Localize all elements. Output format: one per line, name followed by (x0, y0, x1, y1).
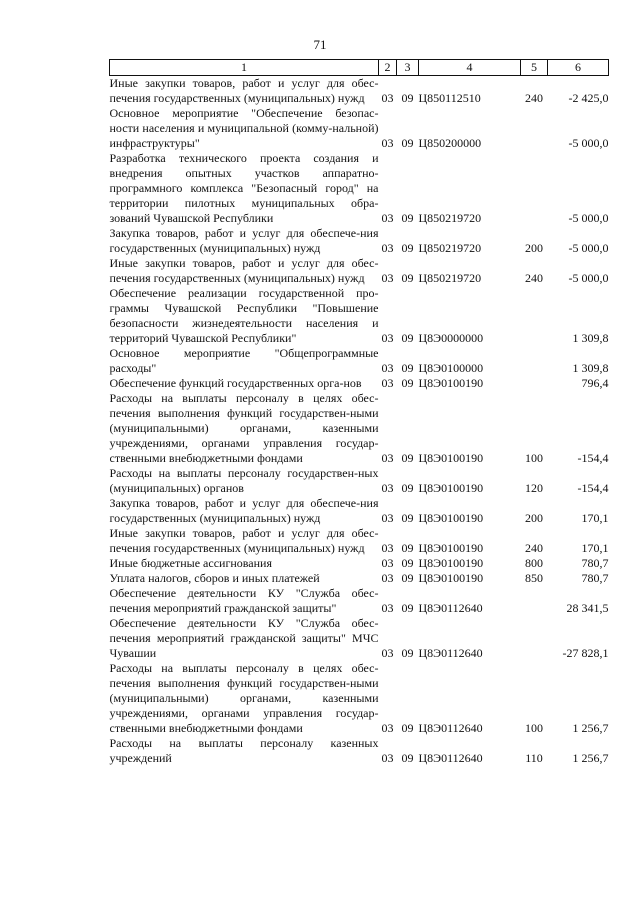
column-header-description: 1 (110, 60, 379, 76)
column-header-section: 2 (379, 60, 397, 76)
row-subsection: 09 (401, 361, 414, 375)
row-target-code: Ц850219720 (418, 211, 482, 225)
row-expense-type (521, 586, 548, 616)
table-row (110, 571, 609, 586)
row-subsection: 09 (401, 751, 414, 765)
row-description: Расходы на выплаты персоналу государствен-ных (муниципальных) органов (109, 466, 379, 495)
table-row (110, 346, 609, 376)
row-expense-type: 200 (525, 511, 543, 525)
row-amount: -154,4 (577, 481, 609, 495)
row-subsection: 09 (401, 511, 414, 525)
table-row (110, 106, 609, 151)
table-row (110, 466, 609, 496)
row-section: 03 (381, 721, 394, 735)
row-amount: 1 256,7 (572, 751, 609, 765)
row-section: 03 (381, 241, 394, 255)
row-description: Закупка товаров, работ и услуг для обеспече-ния государственных (муниципальных) нужд (109, 226, 379, 255)
table-row (110, 586, 609, 616)
table-row (110, 226, 609, 256)
row-subsection: 09 (401, 136, 414, 150)
row-expense-type: 850 (525, 571, 543, 585)
row-target-code: Ц850200000 (418, 136, 482, 150)
row-target-code: Ц8Э0100190 (418, 451, 484, 465)
row-description: Обеспечение деятельности КУ "Служба обес-печения мероприятий гражданской защиты" МЧС Чувашии (109, 616, 379, 660)
table-row (110, 286, 609, 346)
row-target-code: Ц8Э0112640 (418, 601, 483, 615)
row-description: Расходы на выплаты персоналу в целях обес-печения выполнения функций государствен-ными (муниципальными) органами, казенными учреждениями, органами управления государ-ственными внебюджетными фондами (109, 661, 379, 735)
column-header-subsection: 3 (397, 60, 419, 76)
row-target-code: Ц8Э0112640 (418, 751, 483, 765)
row-description: Иные бюджетные ассигнования (109, 556, 272, 570)
row-subsection: 09 (401, 481, 414, 495)
row-expense-type (521, 286, 548, 346)
row-expense-type: 120 (525, 481, 543, 495)
row-description: Закупка товаров, работ и услуг для обеспече-ния государственных (муниципальных) нужд (109, 496, 379, 525)
row-section: 03 (381, 136, 394, 150)
row-section: 03 (381, 751, 394, 765)
row-section: 03 (381, 331, 394, 345)
row-description: Иные закупки товаров, работ и услуг для обес-печения государственных (муниципальных) нужд (109, 76, 379, 105)
row-description: Основное мероприятие "Обеспечение безопас-ности населения и муниципальной (комму-нальной) инфраструктуры" (109, 106, 379, 150)
row-subsection: 09 (401, 646, 414, 660)
row-description: Обеспечение функций государственных орга-нов (109, 376, 362, 390)
row-description: Обеспечение деятельности КУ "Служба обес-печения мероприятий гражданской защиты" (109, 586, 379, 615)
row-target-code: Ц850219720 (418, 271, 482, 285)
row-target-code: Ц8Э0000000 (418, 331, 484, 345)
row-target-code: Ц8Э0100190 (418, 541, 484, 555)
row-target-code: Ц8Э0100190 (418, 376, 484, 390)
row-section: 03 (381, 511, 394, 525)
row-description: Иные закупки товаров, работ и услуг для обес-печения государственных (муниципальных) нужд (109, 526, 379, 555)
row-target-code: Ц8Э0100190 (418, 481, 484, 495)
column-header-target-code: 4 (419, 60, 521, 76)
page-number: 71 (313, 37, 327, 52)
row-expense-type: 100 (525, 451, 543, 465)
row-amount: 1 309,8 (572, 331, 609, 345)
row-subsection: 09 (401, 271, 414, 285)
row-section: 03 (381, 556, 394, 570)
row-target-code: Ц8Э0100190 (418, 556, 484, 570)
row-description: Расходы на выплаты персоналу казенных учреждений (109, 736, 379, 765)
row-subsection: 09 (401, 241, 414, 255)
row-subsection: 09 (401, 91, 414, 105)
row-description: Разработка технического проекта создания и внедрения опытных участков аппаратно-программного комплекса "Безопасный город" на территории пилотных муниципальных обра-зований Чувашской Республики (109, 151, 379, 225)
row-amount: 796,4 (581, 376, 609, 390)
row-target-code: Ц850219720 (418, 241, 482, 255)
row-amount: -5 000,0 (568, 211, 609, 225)
row-expense-type (521, 106, 548, 151)
row-section: 03 (381, 646, 394, 660)
row-amount: -5 000,0 (568, 271, 609, 285)
row-description: Иные закупки товаров, работ и услуг для обес-печения государственных (муниципальных) нужд (109, 256, 379, 285)
column-header-amount: 6 (548, 60, 609, 76)
row-amount: -2 425,0 (568, 91, 609, 105)
row-subsection: 09 (401, 601, 414, 615)
row-description: Обеспечение реализации государственной про-граммы Чувашской Республики "Повышение безопасности жизнедеятельности населения и территорий Чувашской Республики" (109, 286, 379, 345)
row-target-code: Ц8Э0100190 (418, 571, 484, 585)
row-amount: -5 000,0 (568, 136, 609, 150)
row-amount: -5 000,0 (568, 241, 609, 255)
table-header-row (110, 60, 609, 76)
row-section: 03 (381, 91, 394, 105)
column-header-expense-type: 5 (521, 60, 548, 76)
table-row (110, 616, 609, 661)
row-description: Основное мероприятие "Общепрограммные расходы" (109, 346, 379, 375)
table-row (110, 256, 609, 286)
row-target-code: Ц8Э0112640 (418, 721, 483, 735)
table-row (110, 391, 609, 466)
row-expense-type (521, 376, 548, 391)
row-subsection: 09 (401, 556, 414, 570)
row-section: 03 (381, 361, 394, 375)
row-section: 03 (381, 571, 394, 585)
row-amount: 1 309,8 (572, 361, 609, 375)
row-expense-type: 800 (525, 556, 543, 570)
row-section: 03 (381, 541, 394, 555)
row-target-code: Ц8Э0100000 (418, 361, 484, 375)
row-amount: -27 828,1 (562, 646, 609, 660)
row-subsection: 09 (401, 721, 414, 735)
row-amount: 28 341,5 (566, 601, 609, 615)
budget-table (109, 59, 609, 766)
table-row (110, 376, 609, 391)
table-row (110, 76, 609, 107)
row-subsection: 09 (401, 376, 414, 390)
row-amount: 780,7 (581, 571, 609, 585)
table-row (110, 661, 609, 736)
table-row (110, 556, 609, 571)
row-expense-type: 240 (525, 541, 543, 555)
row-expense-type: 110 (525, 751, 543, 765)
row-subsection: 09 (401, 571, 414, 585)
row-target-code: Ц8Э0112640 (418, 646, 483, 660)
row-amount: -154,4 (577, 451, 609, 465)
row-section: 03 (381, 376, 394, 390)
row-subsection: 09 (401, 451, 414, 465)
table-row (110, 151, 609, 226)
row-section: 03 (381, 481, 394, 495)
row-expense-type (521, 616, 548, 661)
row-section: 03 (381, 451, 394, 465)
row-target-code: Ц850112510 (418, 91, 481, 105)
row-expense-type (521, 346, 548, 376)
row-expense-type: 100 (525, 721, 543, 735)
row-section: 03 (381, 211, 394, 225)
row-expense-type: 240 (525, 271, 543, 285)
row-expense-type (521, 151, 548, 226)
row-amount: 1 256,7 (572, 721, 609, 735)
row-expense-type: 200 (525, 241, 543, 255)
row-amount: 780,7 (581, 556, 609, 570)
table-row (110, 496, 609, 526)
row-description: Расходы на выплаты персоналу в целях обес-печения выполнения функций государствен-ными (муниципальными) органами, казенными учреждениями, органами управления государ-ственными внебюджетными фондами (109, 391, 379, 465)
row-subsection: 09 (401, 211, 414, 225)
table-row (110, 526, 609, 556)
row-amount: 170,1 (581, 511, 609, 525)
row-amount: 170,1 (581, 541, 609, 555)
row-subsection: 09 (401, 331, 414, 345)
row-target-code: Ц8Э0100190 (418, 511, 484, 525)
row-section: 03 (381, 271, 394, 285)
row-section: 03 (381, 601, 394, 615)
row-description: Уплата налогов, сборов и иных платежей (109, 571, 320, 585)
row-subsection: 09 (401, 541, 414, 555)
table-row (110, 736, 609, 766)
row-expense-type: 240 (525, 91, 543, 105)
